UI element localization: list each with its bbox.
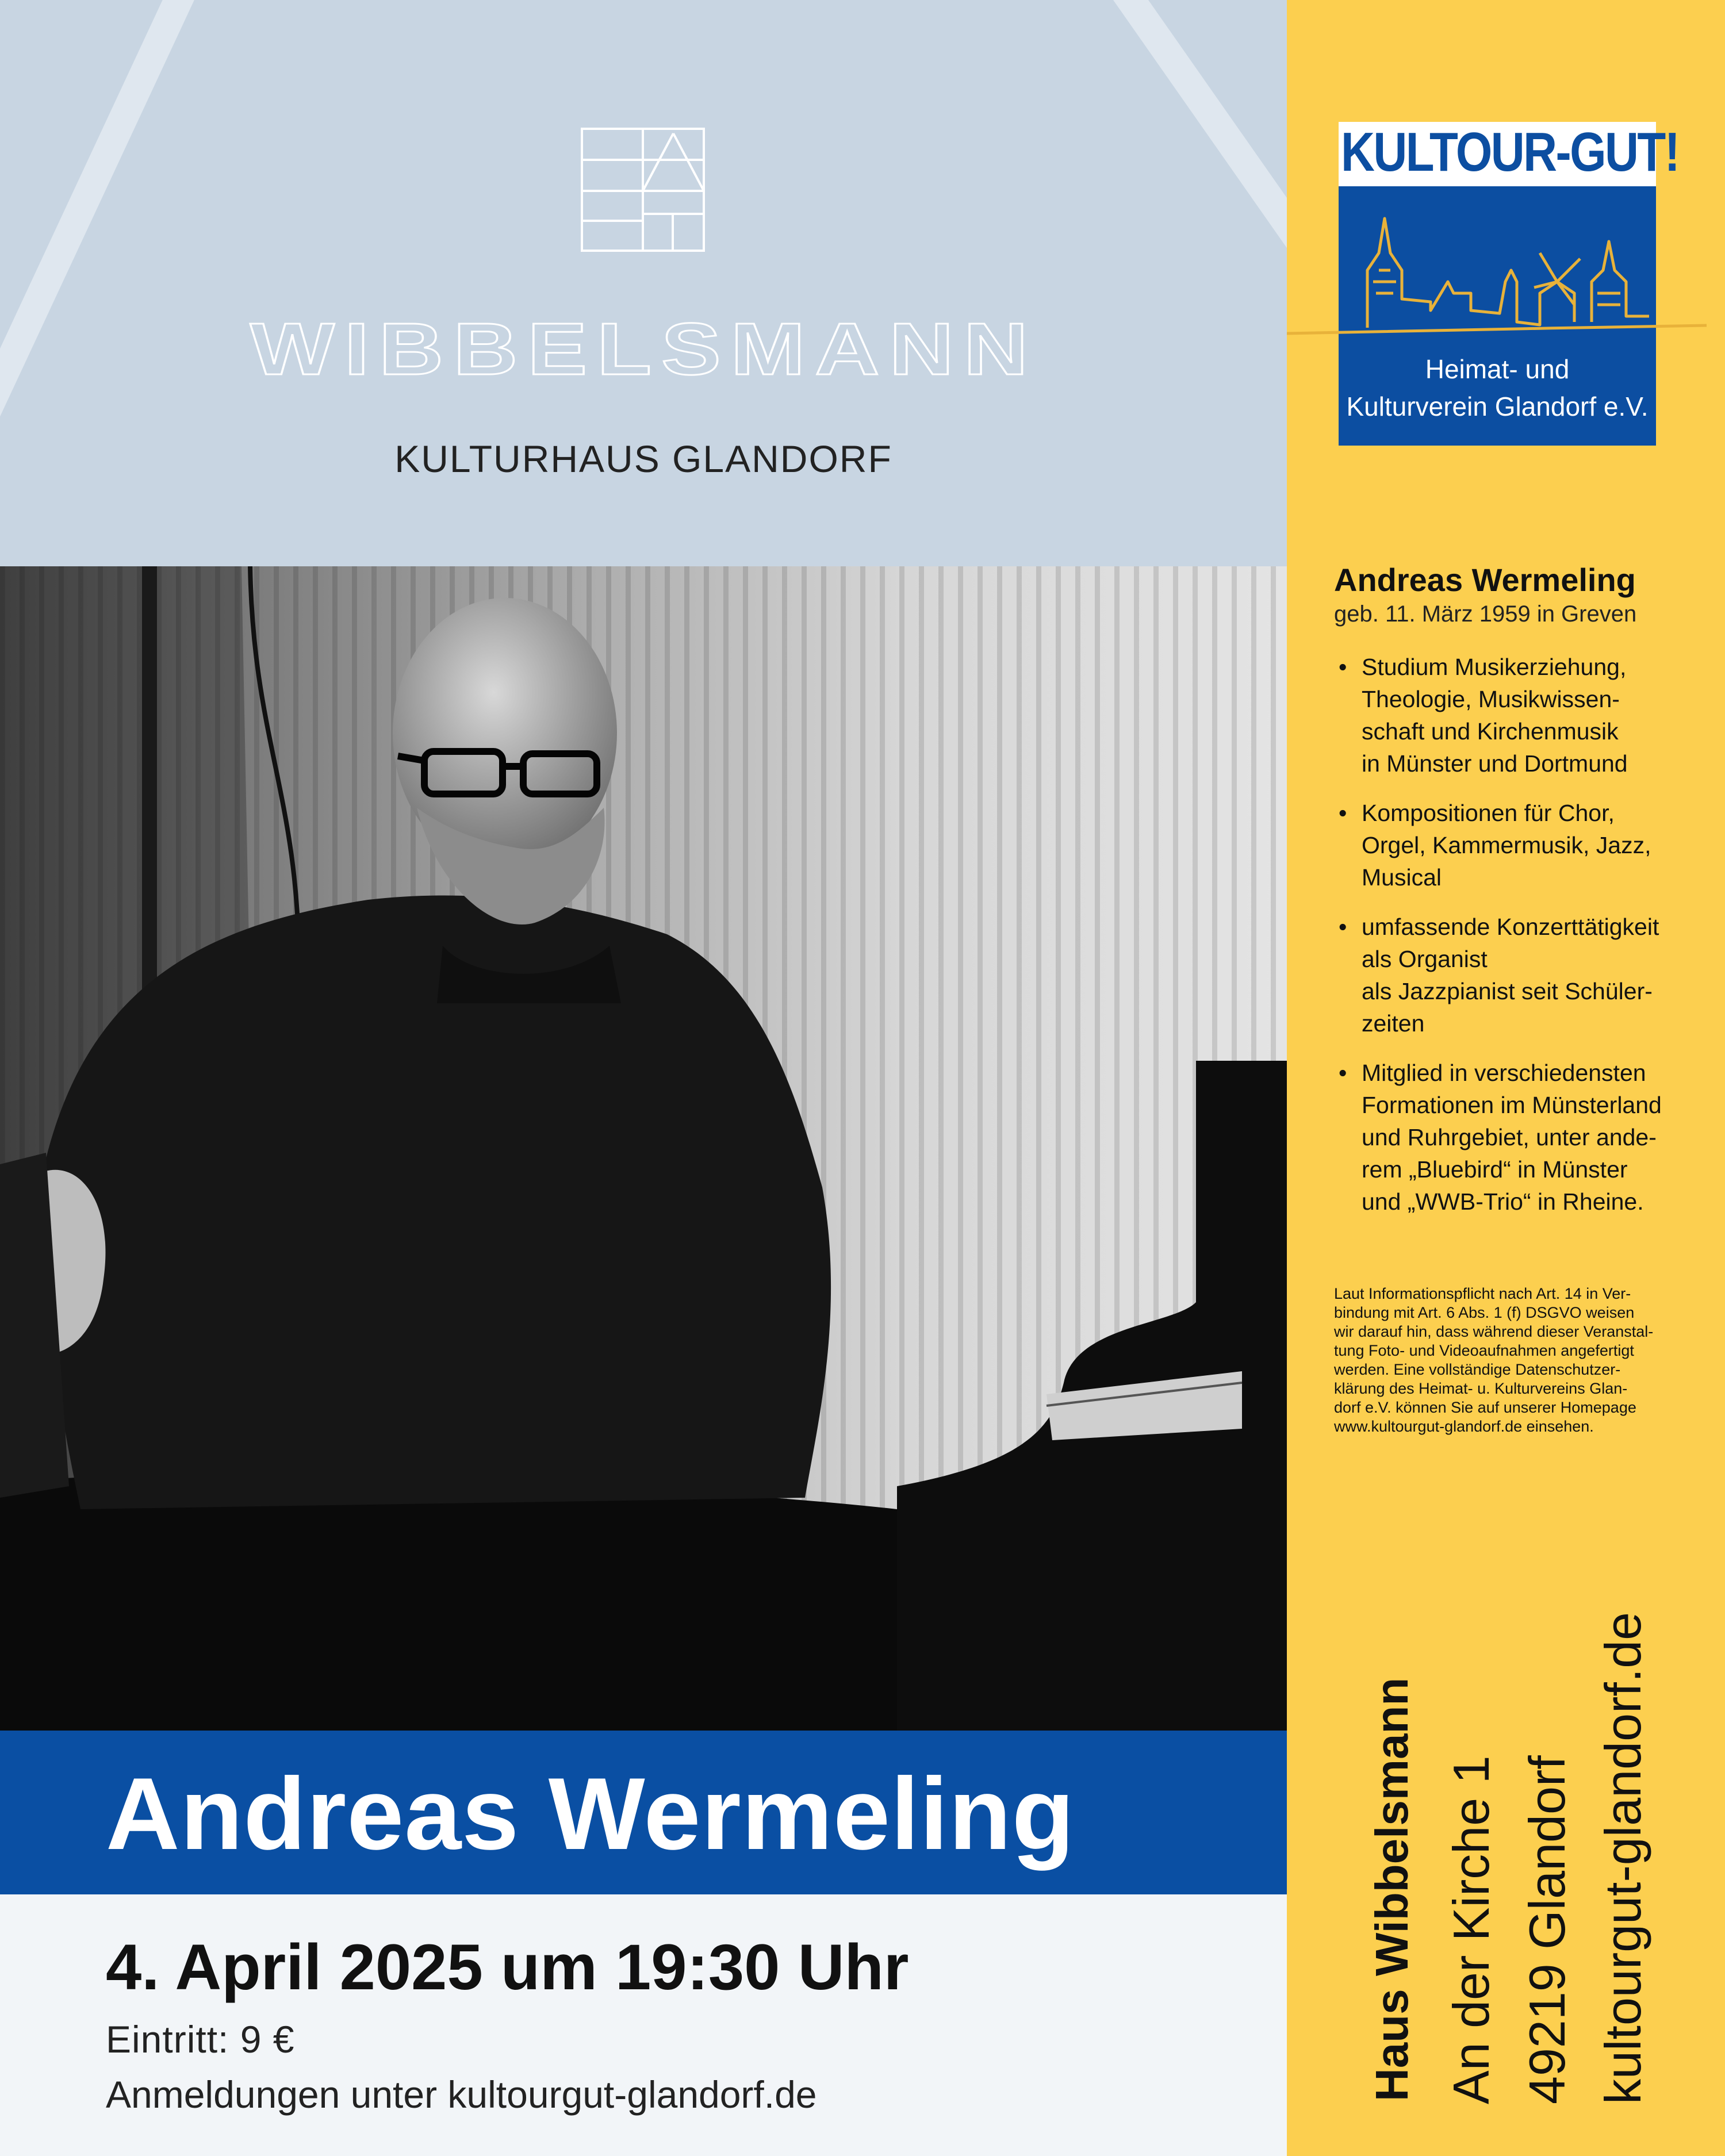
brand-wordmark: [247, 319, 1041, 382]
privacy-notice: Laut Informationspflicht nach Art. 14 in Ver- bindung mit Art. 6 Abs. 1 (f) DSGVO weisen wir darauf hin, dass während dieser Veranstal- tung Foto- und Videoaufnahmen angefertigt werden. Eine vollständige Datenschutzer- klärung des Heimat- u. Kulturvereins Glan- dorf e.V. können Sie auf unserer Homepage www.kultourgut-glandorf.de einsehen.: [1334, 1285, 1654, 1435]
kultour-gut-subtitle-line1: Heimat- und: [1425, 354, 1570, 384]
performer-photo: [0, 566, 1287, 1731]
venue-header: [0, 0, 1287, 566]
bio-item: • umfassende Konzerttätigkeit als Organist als Jazzpianist seit Schüler- zeiten: [1334, 911, 1713, 1039]
event-date-time: 4. April 2025 um 19:30 Uhr: [106, 1931, 909, 2003]
venue-name: Haus Wibbelsmann: [1366, 1677, 1417, 2101]
bio-item: • Studium Musikerziehung, Theologie, Musikwissen- schaft und Kirchenmusik in Münster und Dortmund: [1334, 651, 1713, 780]
bio-list: [1334, 651, 1713, 1235]
admission-price: Eintritt: 9 €: [106, 2018, 295, 2061]
wibbelsmann-house-logo-icon: [581, 128, 705, 252]
venue-website[interactable]: kultourgut-glandorf.de: [1594, 1612, 1651, 2104]
performer-name-banner: [0, 1731, 1287, 1894]
registration-note: Anmeldungen unter kultourgut-glandorf.de: [106, 2073, 817, 2116]
info-sidebar: [1287, 0, 1725, 2156]
bio-birth: geb. 11. März 1959 in Greven: [1334, 601, 1637, 627]
decorative-beam-left: [0, 0, 210, 566]
venue-street: An der Kirche 1: [1443, 1755, 1500, 2104]
venue-subtitle: KULTURHAUS GLANDORF: [394, 438, 892, 480]
venue-city: 49219 Glandorf: [1519, 1755, 1575, 2104]
performer-name: Andreas Wermeling: [106, 1756, 1075, 1871]
event-info: [0, 1894, 1287, 2156]
bio-name: Andreas Wermeling: [1334, 562, 1636, 598]
brand-wordmark-text: WIBBELSMANN: [250, 319, 1038, 382]
bio-item: • Mitglied in verschiedensten Formationen im Münsterland und Ruhrgebiet, unter ande- rem „Bluebird“ in Münster und „WWB-Trio“ in Rheine.: [1334, 1057, 1713, 1218]
kultour-gut-title: KULTOUR-GUT!: [1341, 121, 1679, 183]
town-skyline-icon: [1287, 195, 1712, 356]
kultour-gut-subtitle-line2: Kulturverein Glandorf e.V.: [1346, 392, 1649, 421]
kultour-gut-title-box: [1339, 121, 1679, 186]
bio-item: • Kompositionen für Chor, Orgel, Kammermusik, Jazz, Musical: [1334, 797, 1713, 893]
